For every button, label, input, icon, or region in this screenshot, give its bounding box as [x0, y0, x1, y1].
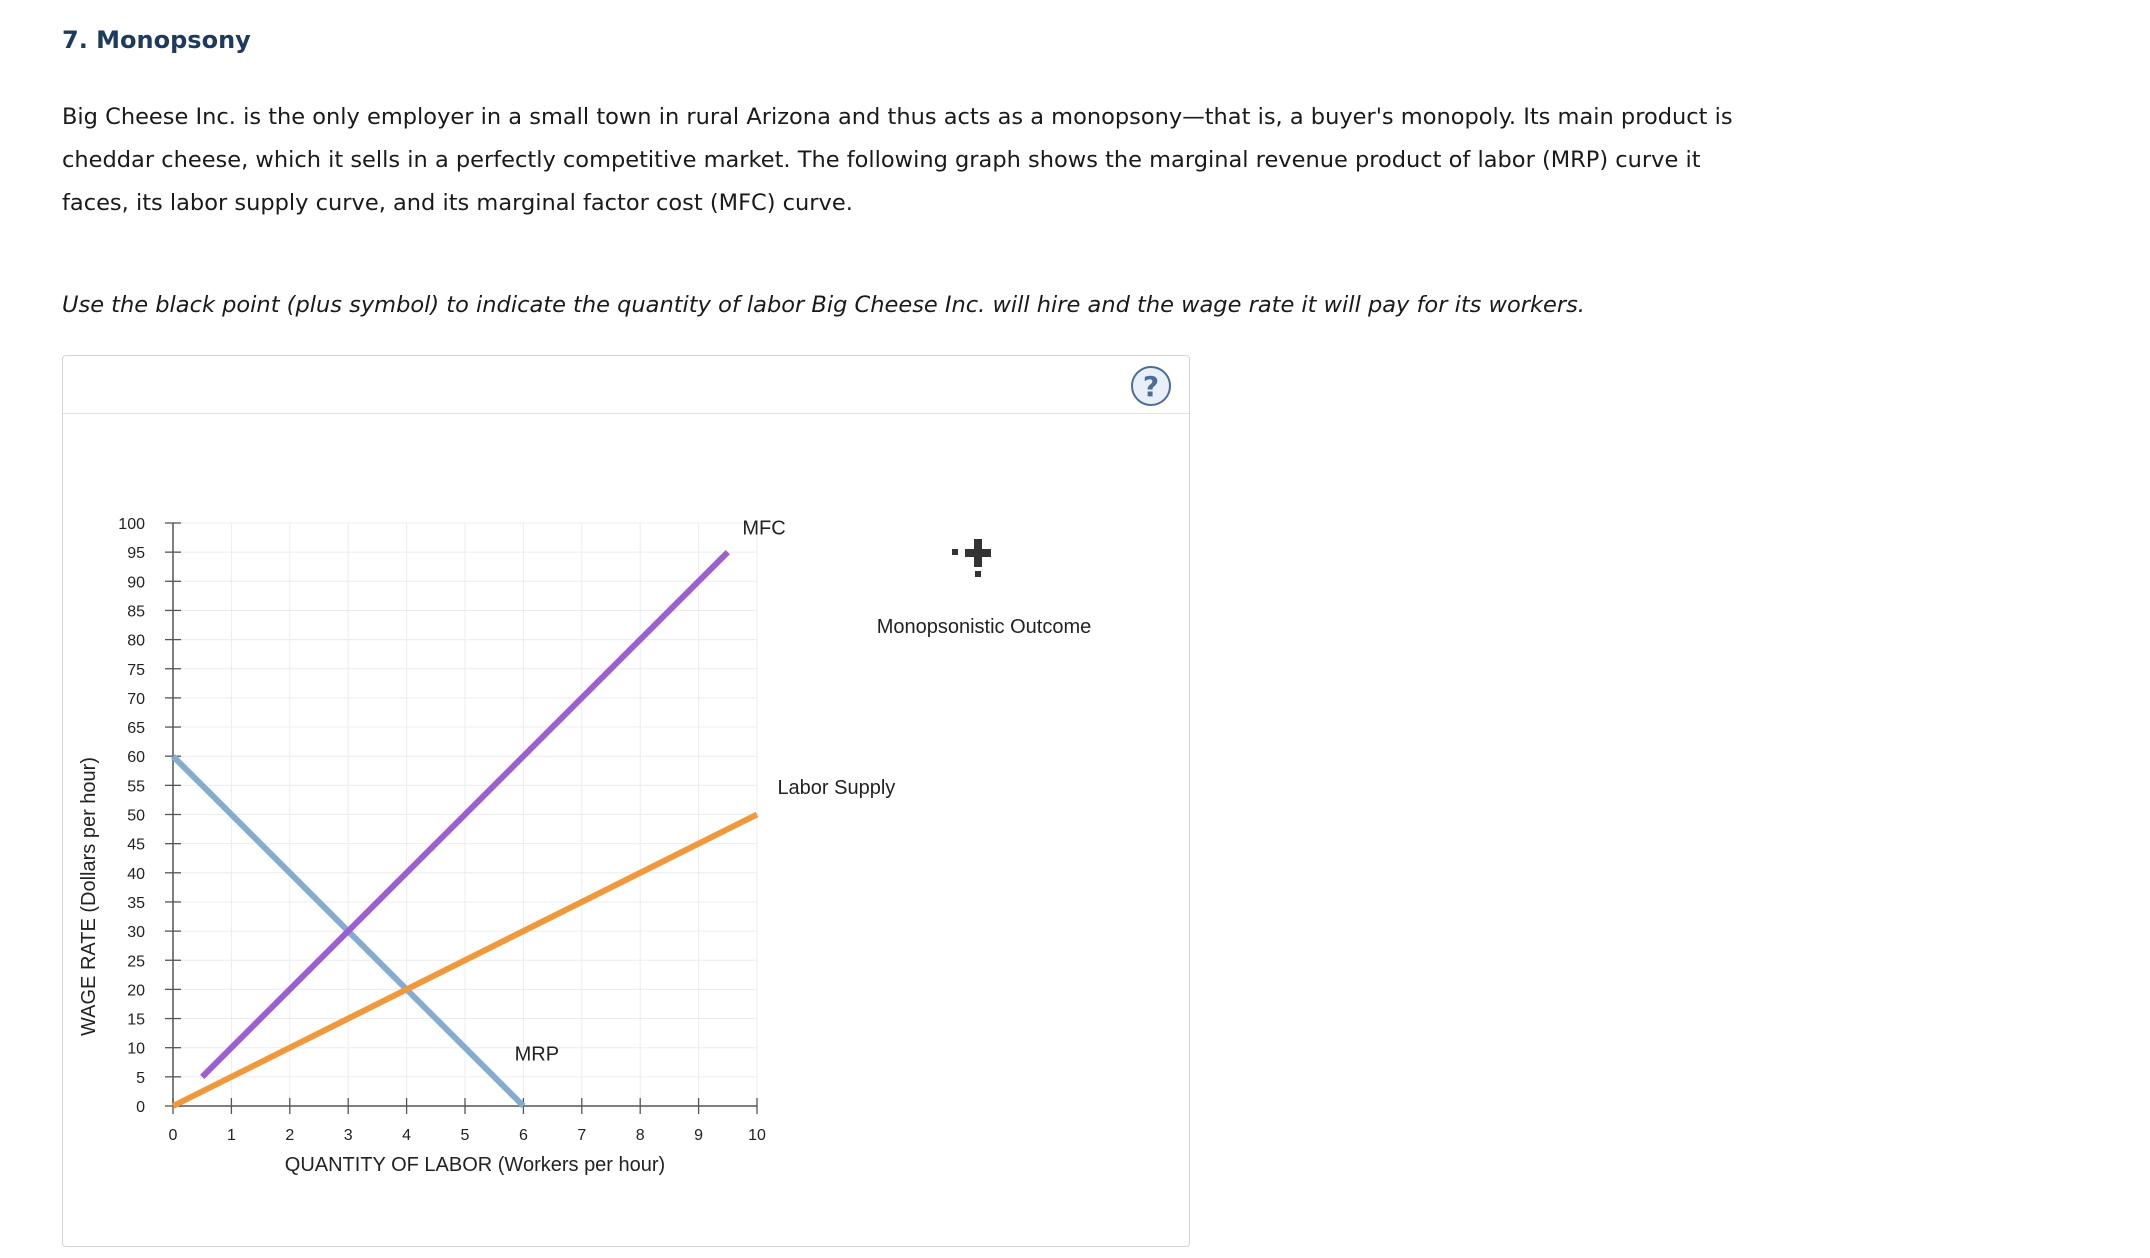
x-axis-label: QUANTITY OF LABOR (Workers per hour)	[284, 1154, 666, 1176]
question-instruction: Use the black point (plus symbol) to indicate the quantity of labor Big Cheese Inc. will hire and the wage rate it will pay for its workers.	[62, 292, 1585, 318]
y-tick-label: 95	[127, 545, 145, 563]
y-tick-label: 5	[136, 1069, 145, 1087]
x-tick-label: 6	[518, 1127, 528, 1144]
plus-point-tool[interactable]	[952, 539, 991, 577]
y-tick-label: 10	[127, 1040, 145, 1058]
x-tick-label: 7	[577, 1127, 587, 1144]
series-label-labor-supply: Labor Supply	[777, 777, 896, 800]
y-tick-label: 50	[127, 807, 145, 825]
x-tick-label: 4	[402, 1127, 412, 1144]
question-title: 7. Monopsony	[62, 26, 251, 54]
y-tick-label: 25	[127, 953, 145, 971]
tool-label: Monopsonistic Outcome	[876, 616, 1092, 638]
graph-panel	[62, 355, 1190, 1247]
y-tick-label: 75	[127, 661, 145, 679]
y-tick-label: 35	[127, 894, 145, 912]
question-body: Big Cheese Inc. is the only employer in a small town in rural Arizona and thus acts as a monopsony—that is, a buyer's monopoly. Its main product is cheddar cheese, which it sells in a perfectly competitive market. The following graph shows the marginal revenue product of labor (MRP) curve it faces, its labor supply curve, and its marginal factor cost (MFC) curve.	[62, 104, 1733, 216]
y-tick-label: 60	[127, 749, 145, 767]
tool-handle-bottom[interactable]	[975, 571, 981, 577]
y-tick-label: 0	[136, 1099, 145, 1116]
y-tick-label: 30	[127, 924, 145, 942]
graph-canvas[interactable]	[63, 356, 1191, 1248]
question-mark-icon: ?	[1142, 369, 1160, 403]
x-tick-label: 0	[168, 1127, 178, 1144]
x-tick-label: 3	[343, 1127, 353, 1144]
x-tick-label: 8	[635, 1127, 645, 1144]
series-label-mrp: MRP	[514, 1043, 560, 1066]
x-tick-label: 10	[748, 1127, 766, 1144]
y-tick-label: 40	[127, 865, 145, 883]
y-tick-label: 100	[118, 516, 145, 533]
y-tick-label: 20	[127, 982, 145, 1000]
x-tick-label: 5	[460, 1127, 470, 1144]
x-tick-label: 9	[694, 1127, 704, 1144]
y-tick-label: 65	[127, 720, 145, 738]
x-tick-label: 1	[226, 1127, 236, 1144]
y-tick-label: 15	[127, 1011, 145, 1029]
x-tick-label: 2	[285, 1127, 295, 1144]
plus-point-icon-bar[interactable]	[965, 549, 991, 557]
y-tick-label: 90	[127, 574, 145, 592]
y-tick-label: 55	[127, 778, 145, 796]
series-label-mfc: MFC	[742, 517, 786, 540]
y-tick-label: 45	[127, 836, 145, 854]
y-tick-label: 85	[127, 603, 145, 621]
tool-handle-left[interactable]	[952, 549, 958, 555]
y-tick-label: 80	[127, 632, 145, 650]
y-axis-label: WAGE RATE (Dollars per hour)	[78, 757, 100, 1036]
y-tick-label: 70	[127, 690, 145, 708]
